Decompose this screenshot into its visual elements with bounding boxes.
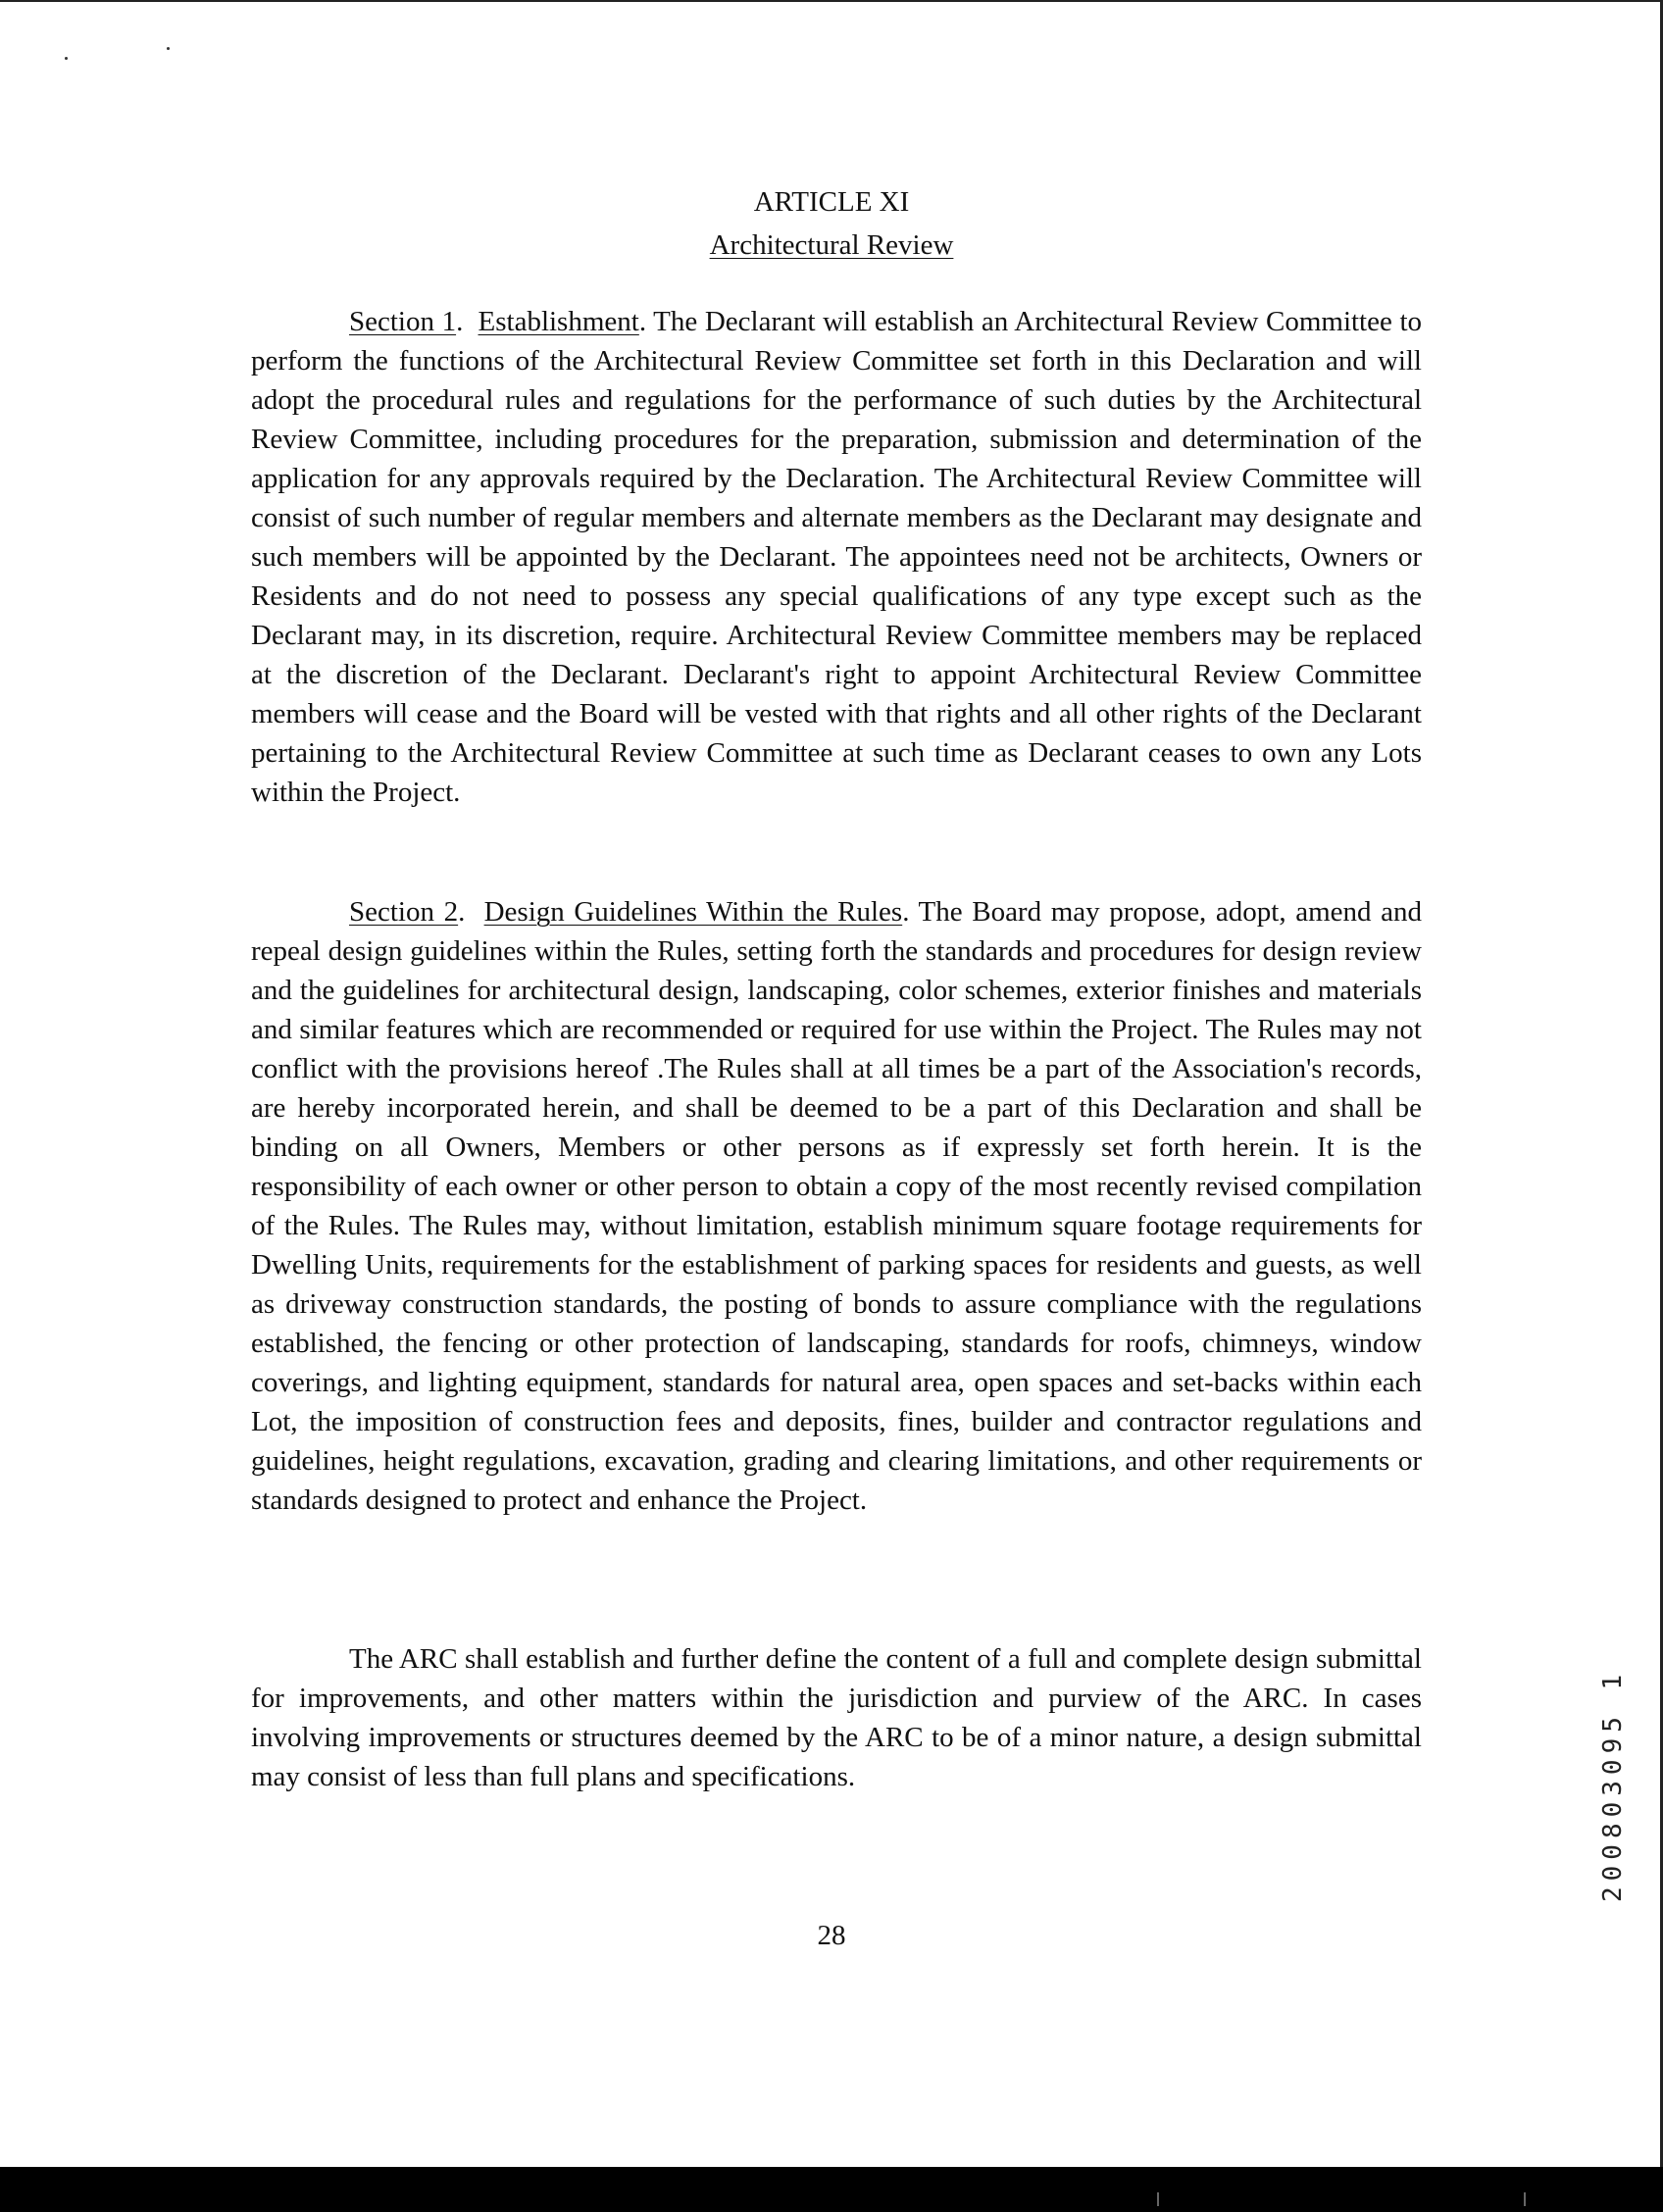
section-1-paragraph: Section 1. Establishment. The Declarant will establish an Architectural Review Committee to perform the functions of the Architectural Review Committee set forth in this Declaration and will adopt the procedural rules and regulations for the performance of such duties by the Architectural Review Committee, including procedures for the preparation, submission and determination of the application for any approvals required by the Declaration. The Architectural Review Committee will consist of such number of regular members and alternate members as the Declarant may designate and such members will be appointed by the Declarant. The appointees need not be architects, Owners or Residents and do not need to possess any special qualifications of any type except such as the Declarant may, in its discretion, require. Architectural Review Committee members may be replaced at the discretion of the Declarant. Declarant's right to appoint Architectural Review Committee members will cease and the Board will be vested with that rights and all other rights of the Declarant pertaining to the Architectural Review Committee at such time as Declarant ceases to own any Lots within the Project. xyxy=(251,306,1422,808)
page-number: 28 xyxy=(817,1920,846,1951)
scan-top-edge xyxy=(0,0,1663,2)
section-2-heading: Design Guidelines Within the Rules xyxy=(483,896,903,928)
arc-paragraph: The ARC shall establish and further define the content of a full and complete design submittal for improvements, and other matters within the jurisdiction and purview of the ARC. In cases involving improvements or structures deemed by the ARC to be of a minor nature, a design submittal may consist of less than full plans and specifications. xyxy=(251,1643,1422,1792)
section-1-label: Section 1 xyxy=(349,306,457,337)
section-2-body: The Board may propose, adopt, amend and repeal design guidelines within the Rules, setting forth the standards and procedures for design review and the guidelines for architectural design, landscaping, color schemes, exterior finishes and materials and similar features which are recommended or required for use within the Project. The Rules may not conflict with the provisions hereof .The Rules shall at all times be a part of the Association's records, are hereby incorporated herein, and shall be deemed to be a part of this Declaration and shall be binding on all Owners, Members or other persons as if expressly set forth herein. It is the responsibility of each owner or other person to obtain a copy of the most recently revised compilation of the Rules. The Rules may, without limitation, establish minimum square footage requirements for Dwelling Units, requirements for the establishment of parking spaces for residents and guests, as well as driveway construction standards, the posting of bonds to assure compliance with the regulations established, the fencing or other protection of landscaping, standards for roofs, chimneys, window coverings, and lighting equipment, standards for natural area, open spaces and set-backs within each Lot, the imposition of construction fees and deposits, fines, builder and contractor regulations and guidelines, height regulations, excavation, grading and clearing limitations, and other requirements or standards designed to protect and enhance the Project. xyxy=(251,896,1422,1516)
scan-bottom-bar xyxy=(0,2167,1663,2212)
section-1-body: The Declarant will establish an Architectural Review Committee to perform the functions of the Architectural Review Committee set forth in this Declaration and will adopt the procedural rules and regulations for the performance of such duties by the Architectural Review Committee, including procedures for the preparation, submission and determination of the application for any approvals required by the Declaration. The Architectural Review Committee will consist of such number of regular members and alternate members as the Declarant may designate and such members will be appointed by the Declarant. The appointees need not be architects, Owners or Residents and do not need to possess any special qualifications of any type except such as the Declarant may, in its discretion, require. Architectural Review Committee members may be replaced at the discretion of the Declarant. Declarant's right to appoint Architectural Review Committee members will cease and the Board will be vested with that rights and all other rights of the Declarant pertaining to the Architectural Review Committee at such time as Declarant ceases to own any Lots within the Project. xyxy=(251,306,1422,808)
section-1-heading: Establishment xyxy=(478,306,639,337)
bates-stamp-text: 200803095 1 xyxy=(1598,1668,1628,1902)
article-number: ARTICLE XI xyxy=(753,186,910,218)
article-title xyxy=(0,226,1663,265)
section-2-label: Section 2 xyxy=(349,896,459,928)
scan-bar-mark xyxy=(1524,2192,1526,2206)
scan-bar-mark xyxy=(1157,2192,1159,2206)
article-title-text: Architectural Review xyxy=(709,229,954,261)
section-2-paragraph: Section 2. Design Guidelines Within the Rules. The Board may propose, adopt, amend and repeal design guidelines within the Rules, setting forth the standards and procedures for design review and the guidelines for architectural design, landscaping, color schemes, exterior finishes and materials and similar features which are recommended or required for use within the Project. The Rules may not conflict with the provisions hereof .The Rules shall at all times be a part of the Association's records, are hereby incorporated herein, and shall be deemed to be a part of this Declaration and shall be binding on all Owners, Members or other persons as if expressly set forth herein. It is the responsibility of each owner or other person to obtain a copy of the most recently revised compilation of the Rules. The Rules may, without limitation, establish minimum square footage requirements for Dwelling Units, requirements for the establishment of parking spaces for residents and guests, as well as driveway construction standards, the posting of bonds to assure compliance with the regulations established, the fencing or other protection of landscaping, standards for roofs, chimneys, window coverings, and lighting equipment, standards for natural area, open spaces and set-backs within each Lot, the imposition of construction fees and deposits, fines, builder and contractor regulations and guidelines, height regulations, excavation, grading and clearing limitations, and other requirements or standards designed to protect and enhance the Project. xyxy=(251,896,1422,1516)
scan-speck xyxy=(167,47,170,50)
bates-stamp xyxy=(1555,1549,1628,1902)
scan-speck xyxy=(65,57,68,60)
